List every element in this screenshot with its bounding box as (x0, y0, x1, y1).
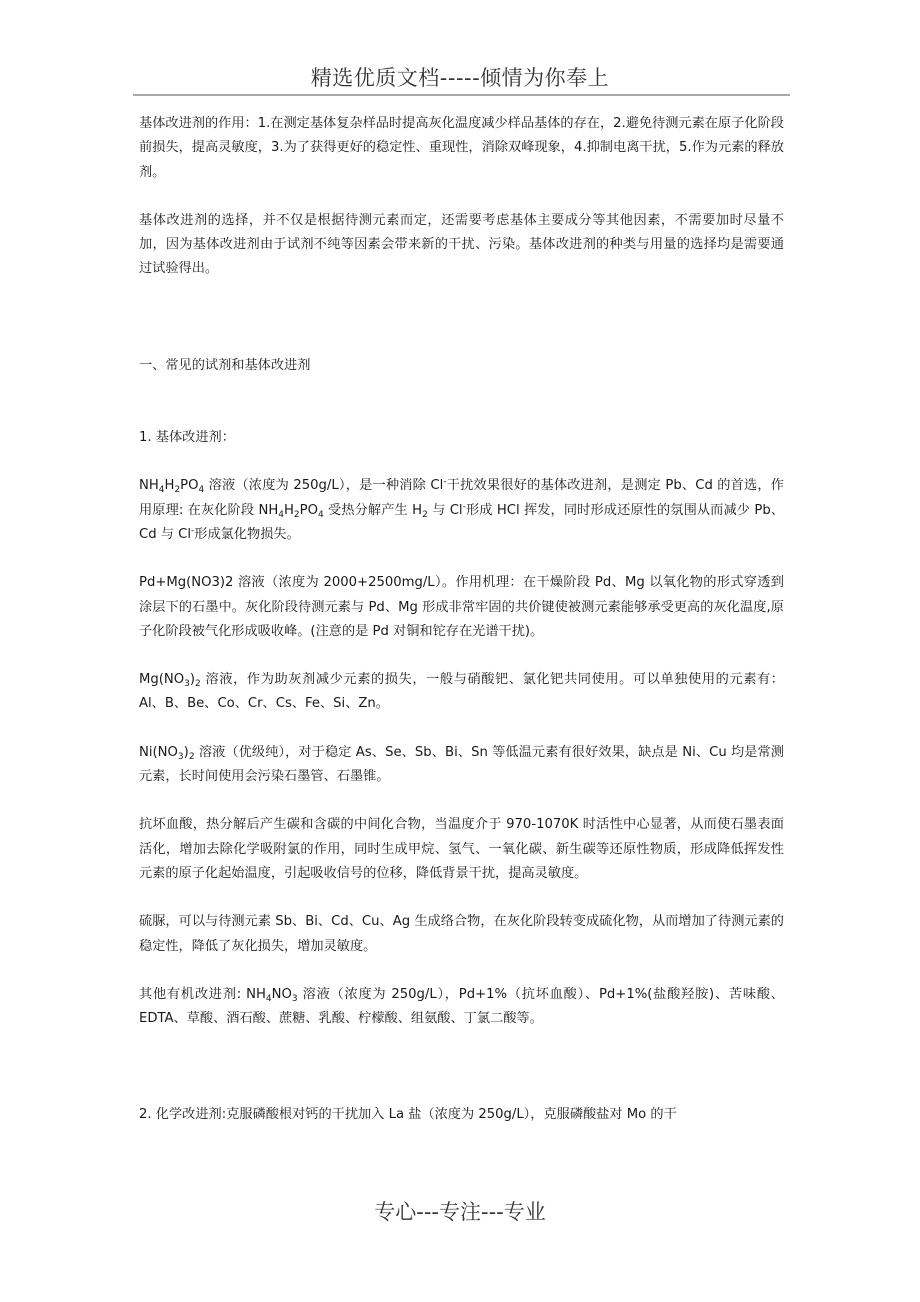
subscript: 3 (177, 751, 184, 762)
subscript: 2 (293, 509, 300, 520)
paragraph-mg-no3 (139, 668, 784, 717)
body-text: 形成氯化物损失。 (194, 526, 300, 542)
paragraph-organic-modifiers (139, 983, 784, 1032)
body-text: 溶液（浓度为 250g/L），是一种消除 Cl (204, 478, 444, 494)
superscript: - (443, 477, 447, 488)
formula-text: ) (183, 744, 189, 760)
formula-text: PO (180, 478, 199, 494)
body-text: 溶液（浓度为 250g/L），Pd+1%（抗坏血酸）、Pd+1%(盐酸羟胺)、苦味酸、EDTA、草酸、酒石酸、蔗糖、乳酸、柠檬酸、组氨酸、丁氯二酸等。 (139, 986, 784, 1027)
subheading-chemical-modifiers: 2. 化学改进剂:克服磷酸根对钙的干扰加入 La 盐（浓度为 250g/L），克服磷酸盐对 Mo 的干 (139, 1107, 677, 1123)
subscript: 3 (184, 679, 190, 690)
formula-text: H (164, 478, 175, 494)
section-heading-common-reagents: 一、常见的试剂和基体改进剂 (139, 357, 311, 373)
superscript: - (191, 525, 195, 536)
subscript: 4 (265, 993, 272, 1004)
body-text: 其他有机改进剂: NH (139, 986, 266, 1002)
formula-text: NH (258, 502, 279, 518)
paragraph-modifier-roles: 基体改进剂的作用：1.在测定基体复杂样品时提高灰化温度减少样品基体的存在，2.避免待测元素在原子化阶段前损失，提高灵敏度，3.为了获得更好的稳定性、重现性，消除双峰现象，4.抑制电离干扰，5.作为元素的释放剂。 (139, 116, 784, 180)
subscript: 4 (158, 485, 165, 496)
body-text: 形成 HCl 挥发，同时形成还原性的氛围从而减少 Pb、Cd 与 Cl (139, 502, 785, 542)
subscript: 3 (291, 993, 298, 1004)
header-divider (133, 94, 790, 96)
paragraph-ascorbic-acid: 抗坏血酸，热分解后产生碳和含碳的中间化合物，当温度介于 970-1070K 时活性中心显著，从而使石墨表面活化，增加去除化学吸附氯的作用，同时生成甲烷、氢气、一氧化碳、新生碳等还原性物质，形成降低挥发性元素的原子化起始温度，引起吸收信号的位移，降低背景干扰，提高灵敏度。 (139, 817, 784, 881)
formula-text: PO (299, 502, 318, 518)
paragraph-pd-mg: Pd+Mg(NO3)2 溶液（浓度为 2000+2500mg/L）。作用机理：在干燥阶段 Pd、Mg 以氧化物的形式穿透到涂层下的石墨中。灰化阶段待测元素与 Pd、Mg 形成非常牢固的共价键使被测元素能够承受更高的灰化温度,原子化阶段被气化形成吸收峰。(注意的是 Pd 对铜和铊存在光谱干扰)。 (139, 575, 784, 639)
subscript: 2 (174, 485, 181, 496)
subscript: 2 (422, 509, 428, 520)
paragraph-nh4h2po4 (139, 474, 784, 547)
subheading-matrix-modifiers: 1. 基体改进剂： (139, 430, 235, 446)
formula-text: NO (271, 986, 292, 1002)
subscript: 2 (188, 751, 195, 762)
paragraph-ni-no3 (139, 741, 784, 790)
document-body (139, 112, 784, 1128)
subscript: 4 (198, 485, 205, 496)
subscript: 2 (195, 679, 201, 690)
superscript: - (462, 501, 466, 512)
body-text: 溶液（优级纯），对于稳定 As、Se、Sb、Bi、Sn 等低温元素有很好效果，缺点是 Ni、Cu 均是常测元素，长时间使用会污染石墨管、石墨锥。 (139, 744, 784, 785)
formula-text: NH (139, 478, 159, 494)
body-text: 受热分解产生 H (323, 502, 423, 518)
subscript: 4 (317, 509, 324, 520)
formula-text: Ni(NO (139, 744, 178, 760)
formula-text: ) (189, 672, 196, 688)
formula-text: H (283, 502, 294, 518)
body-text: 干扰效果很好的基体改进剂，是测定 Pb、Cd 的首选，作用原理: 在灰化阶段 (139, 478, 784, 518)
body-text: 溶液，作为助灰剂减少元素的损失，一般与硝酸钯、氯化钯共同使用。可以单独使用的元素有：Al、B、Be、Co、Cr、Cs、Fe、Si、Zn。 (139, 672, 784, 712)
body-text: 与 Cl (427, 502, 463, 518)
page-header-title: 精选优质文档-----倾情为你奉上 (310, 66, 610, 90)
paragraph-modifier-selection: 基体改进剂的选择，并不仅是根据待测元素而定，还需要考虑基体主要成分等其他因素，不需要加时尽量不加，因为基体改进剂由于试剂不纯等因素会带来新的干扰、污染。基体改进剂的种类与用量的选择均是需要通过试验得出。 (139, 212, 784, 277)
subscript: 4 (278, 509, 284, 520)
formula-text: Mg(NO (139, 672, 185, 688)
page-footer-text: 专心---专注---专业 (374, 1200, 546, 1224)
paragraph-thiourea: 硫脲，可以与待测元素 Sb、Bi、Cd、Cu、Ag 生成络合物，在灰化阶段转变成硫化物，从而增加了待测元素的稳定性，降低了灰化损失，增加灵敏度。 (139, 914, 784, 954)
